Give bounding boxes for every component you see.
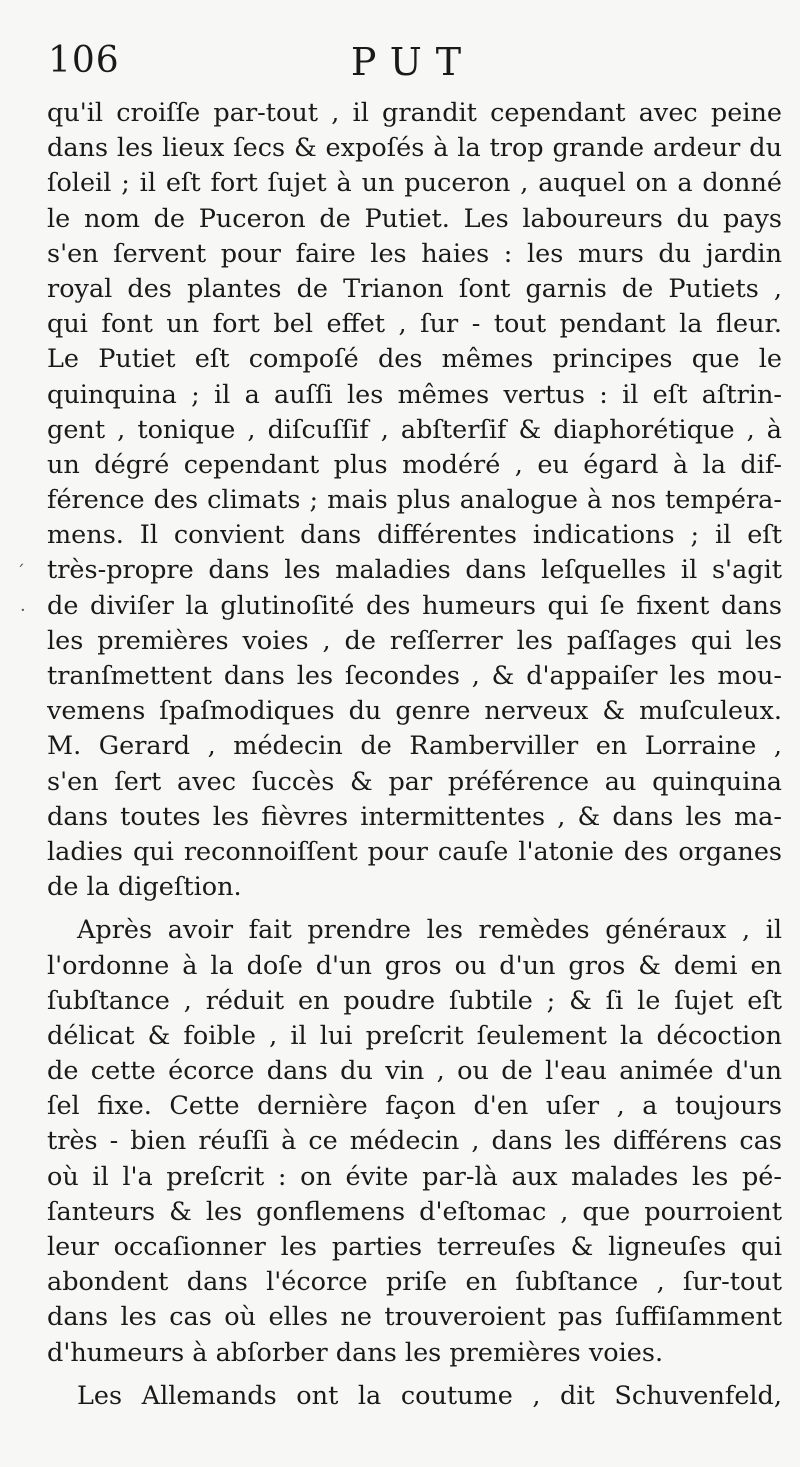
- text-line: dans toutes les fièvres intermittentes , & dans les ma-: [47, 801, 782, 832]
- text-line: ſanteurs & les gonflemens d'eſtomac , que pourroient: [47, 1196, 782, 1227]
- paragraph-gap: [47, 1371, 782, 1379]
- text-line: l'ordonne à la doſe d'un gros ou d'un gros & demi en: [47, 950, 782, 981]
- body-text: [47, 96, 782, 1414]
- text-line: de cette écorce dans du vin , ou de l'eau animée d'un: [47, 1056, 782, 1087]
- text-line: un dégré cependant plus modéré , eu égard à la dif-: [47, 449, 782, 480]
- text-line: tranſmettent dans les ſecondes , & d'appaiſer les mou-: [47, 661, 782, 691]
- text-line: royal des plantes de Trianon ſont garnis de Putiets ,: [47, 273, 782, 304]
- text-line: Les Allemands ont la coutume , dit Schuvenfeld,: [77, 1380, 782, 1411]
- text-line: qui font un fort bel effet , ſur - tout pendant la fleur.: [47, 309, 782, 340]
- text-line: mens. Il convient dans différentes indications ; il eſt: [47, 520, 782, 551]
- running-head: PUT: [350, 40, 476, 84]
- paragraph-gap: [47, 905, 782, 913]
- paragraph-2: [47, 913, 782, 1370]
- margin-mark: ´: [16, 562, 25, 583]
- text-line: s'en ſervent pour faire les haies : les murs du jardin: [47, 238, 782, 269]
- page-number: 106: [48, 40, 120, 81]
- text-line: abondent dans l'écorce priſe en ſubſtance , ſur-tout: [47, 1267, 782, 1298]
- text-line: les premières voies , de reſſerrer les paſſages qui les: [47, 625, 782, 656]
- text-line: férence des climats ; mais plus analogue à nos tempéra-: [47, 485, 782, 516]
- text-line: quinquina ; il a auſſi les mêmes vertus : il eſt aſtrin-: [47, 379, 782, 410]
- paragraph-3: [47, 1379, 782, 1414]
- text-line: délicat & foible , il lui preſcrit ſeulement la décoction: [47, 1020, 782, 1051]
- text-line: très-propre dans les maladies dans leſquelles il s'agit: [47, 555, 782, 586]
- text-line: où il l'a preſcrit : on évite par-là aux malades les pé-: [47, 1161, 782, 1192]
- text-line: vemens ſpaſmodiques du genre nerveux & muſculeux.: [47, 696, 782, 727]
- text-line: le nom de Puceron de Putiet. Les laboureurs du pays: [47, 203, 782, 234]
- text-line: Après avoir fait prendre les remèdes généraux , il: [77, 915, 782, 946]
- text-line: de diviſer la glutinoſité des humeurs qui ſe fixent dans: [47, 590, 782, 621]
- text-line: ladies qui reconnoiſſent pour cauſe l'atonie des organes: [47, 836, 782, 867]
- text-line: s'en ſert avec ſuccès & par préférence au quinquina: [47, 766, 782, 797]
- text-line: ſubſtance , réduit en poudre ſubtile ; & ſi le ſujet eſt: [47, 985, 782, 1016]
- text-line: ſoleil ; il eſt fort ſujet à un puceron , auquel on a donné: [47, 168, 782, 199]
- text-line: très - bien réuſſi à ce médecin , dans les différens cas: [47, 1126, 782, 1157]
- margin-mark: ·: [20, 600, 26, 621]
- text-line: leur occaſionner les parties terreuſes & ligneuſes qui: [47, 1232, 782, 1262]
- text-line: dans les lieux ſecs & expoſés à la trop grande ardeur du: [47, 133, 782, 164]
- text-line: qu'il croiſſe par-tout , il grandit cependant avec peine: [47, 98, 782, 128]
- text-line: d'humeurs à abſorber dans les premières voies.: [47, 1337, 664, 1368]
- page-header: [48, 40, 778, 88]
- text-line: Le Putiet eſt compoſé des mêmes principes que le: [47, 344, 782, 375]
- text-line: gent , tonique , diſcuſſif , abſterſif & diaphorétique , à: [47, 414, 782, 445]
- text-line: dans les cas où elles ne trouveroient pas ſuffiſamment: [47, 1302, 782, 1333]
- text-line: de la digeſtion.: [47, 872, 242, 903]
- paragraph-1: [47, 96, 782, 905]
- text-line: ſel fixe. Cette dernière façon d'en uſer , a toujours: [47, 1091, 782, 1122]
- text-line: M. Gerard , médecin de Ramberviller en Lorraine ,: [47, 731, 782, 762]
